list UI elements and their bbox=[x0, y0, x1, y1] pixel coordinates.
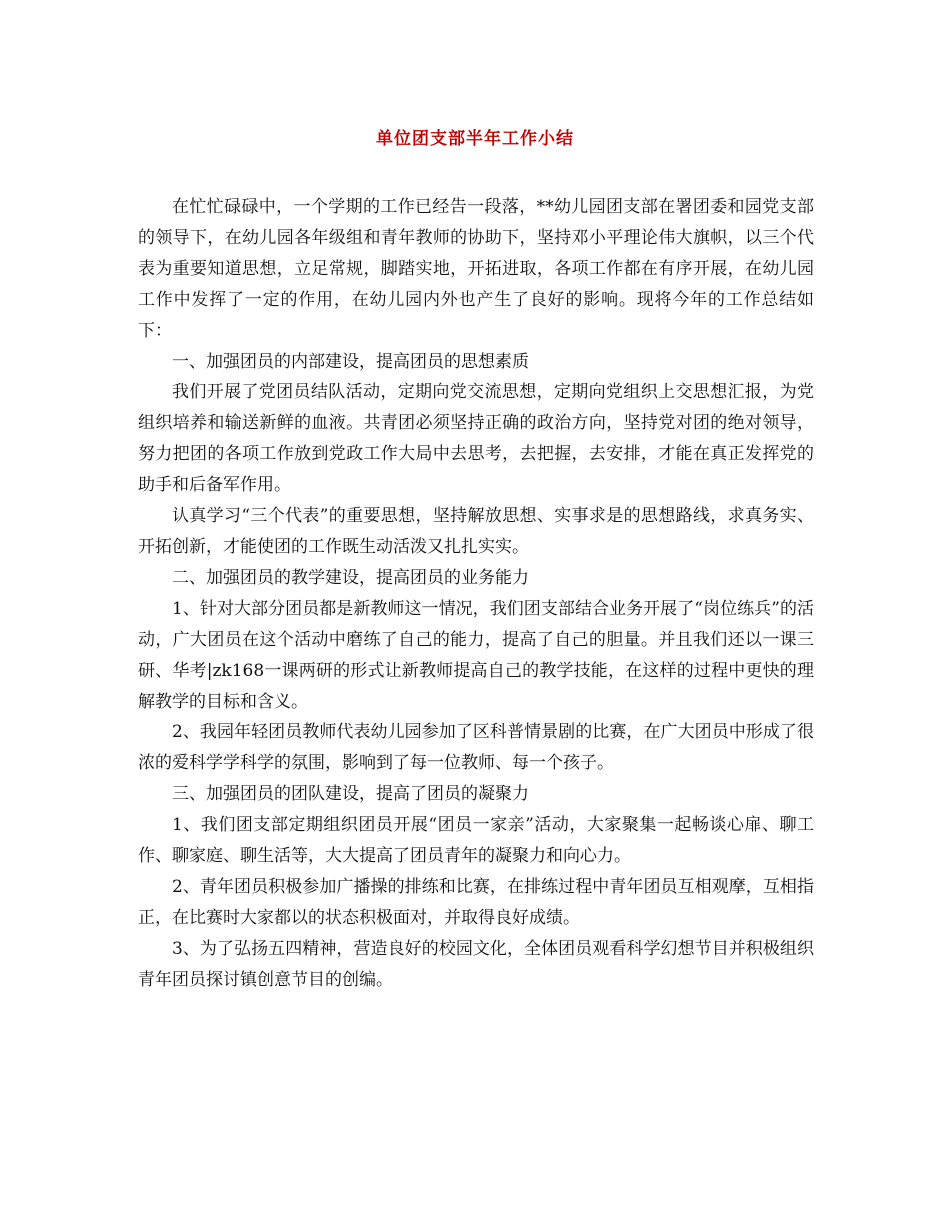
section-heading-1: 一、加强团员的内部建设，提高团员的思想素质 bbox=[172, 351, 529, 372]
paragraph: 2、青年团员积极参加广播操的排练和比赛，在排练过程中青年团员互相观摩，互相指正，在比赛时大家都以的状态积极面对，并取得良好成绩。 bbox=[138, 876, 814, 928]
paragraph: 2、我园年轻团员教师代表幼儿园参加了区科普情景剧的比赛，在广大团员中形成了很浓的爱科学学科学的氛围，影响到了每一位教师、每一个孩子。 bbox=[138, 722, 814, 774]
paragraph: 我们开展了党团员结队活动，定期向党交流思想，定期向党组织上交思想汇报，为党组织培养和输送新鲜的血液。共青团必须坚持正确的政治方向，坚持党对团的绝对领导，努力把团的各项工作放到党政工作大局中去思考，去把握，去安排，才能在真正发挥党的助手和后备军作用。 bbox=[138, 382, 814, 496]
paragraph-intro: 在忙忙碌碌中，一个学期的工作已经告一段落，**幼儿园团支部在署团委和园党支部的领导下，在幼儿园各年级组和青年教师的协助下，坚持邓小平理论伟大旗帜，以三个代表为重要知道思想，立足常规，脚踏实地，开拓进取，各项工作都在有序开展，在幼儿园工作中发挥了一定的作用，在幼儿园内外也产生了良好的影响。现将今年的工作总结如下： bbox=[138, 197, 814, 341]
paragraph: 1、我们团支部定期组织团员开展“团员一家亲”活动，大家聚集一起畅谈心扉、聊工作、聊家庭、聊生活等，大大提高了团员青年的凝聚力和向心力。 bbox=[138, 815, 814, 867]
paragraph: 认真学习“三个代表”的重要思想，坚持解放思想、实事求是的思想路线，求真务实、开拓创新，才能使团的工作既生动活泼又扎扎实实。 bbox=[138, 506, 814, 557]
paragraph: 3、为了弘扬五四精神，营造良好的校园文化，全体团员观看科学幻想节目并积极组织青年团员探讨镇创意节目的创编。 bbox=[138, 938, 814, 990]
document-body bbox=[138, 192, 814, 996]
document-title: 单位团支部半年工作小结 bbox=[376, 129, 574, 149]
paragraph: 1、针对大部分团员都是新教师这一情况，我们团支部结合业务开展了“岗位练兵”的活动，广大团员在这个活动中磨练了自己的能力，提高了自己的胆量。并且我们还以一课三研、华考|zk168一课两研的形式让新教师提高自己的教学技能，在这样的过程中更快的理解教学的目标和含义。 bbox=[138, 598, 814, 712]
section-heading-2: 二、加强团员的教学建设，提高团员的业务能力 bbox=[172, 567, 529, 588]
section-heading-3: 三、加强团员的团队建设，提高了团员的凝聚力 bbox=[172, 784, 529, 805]
